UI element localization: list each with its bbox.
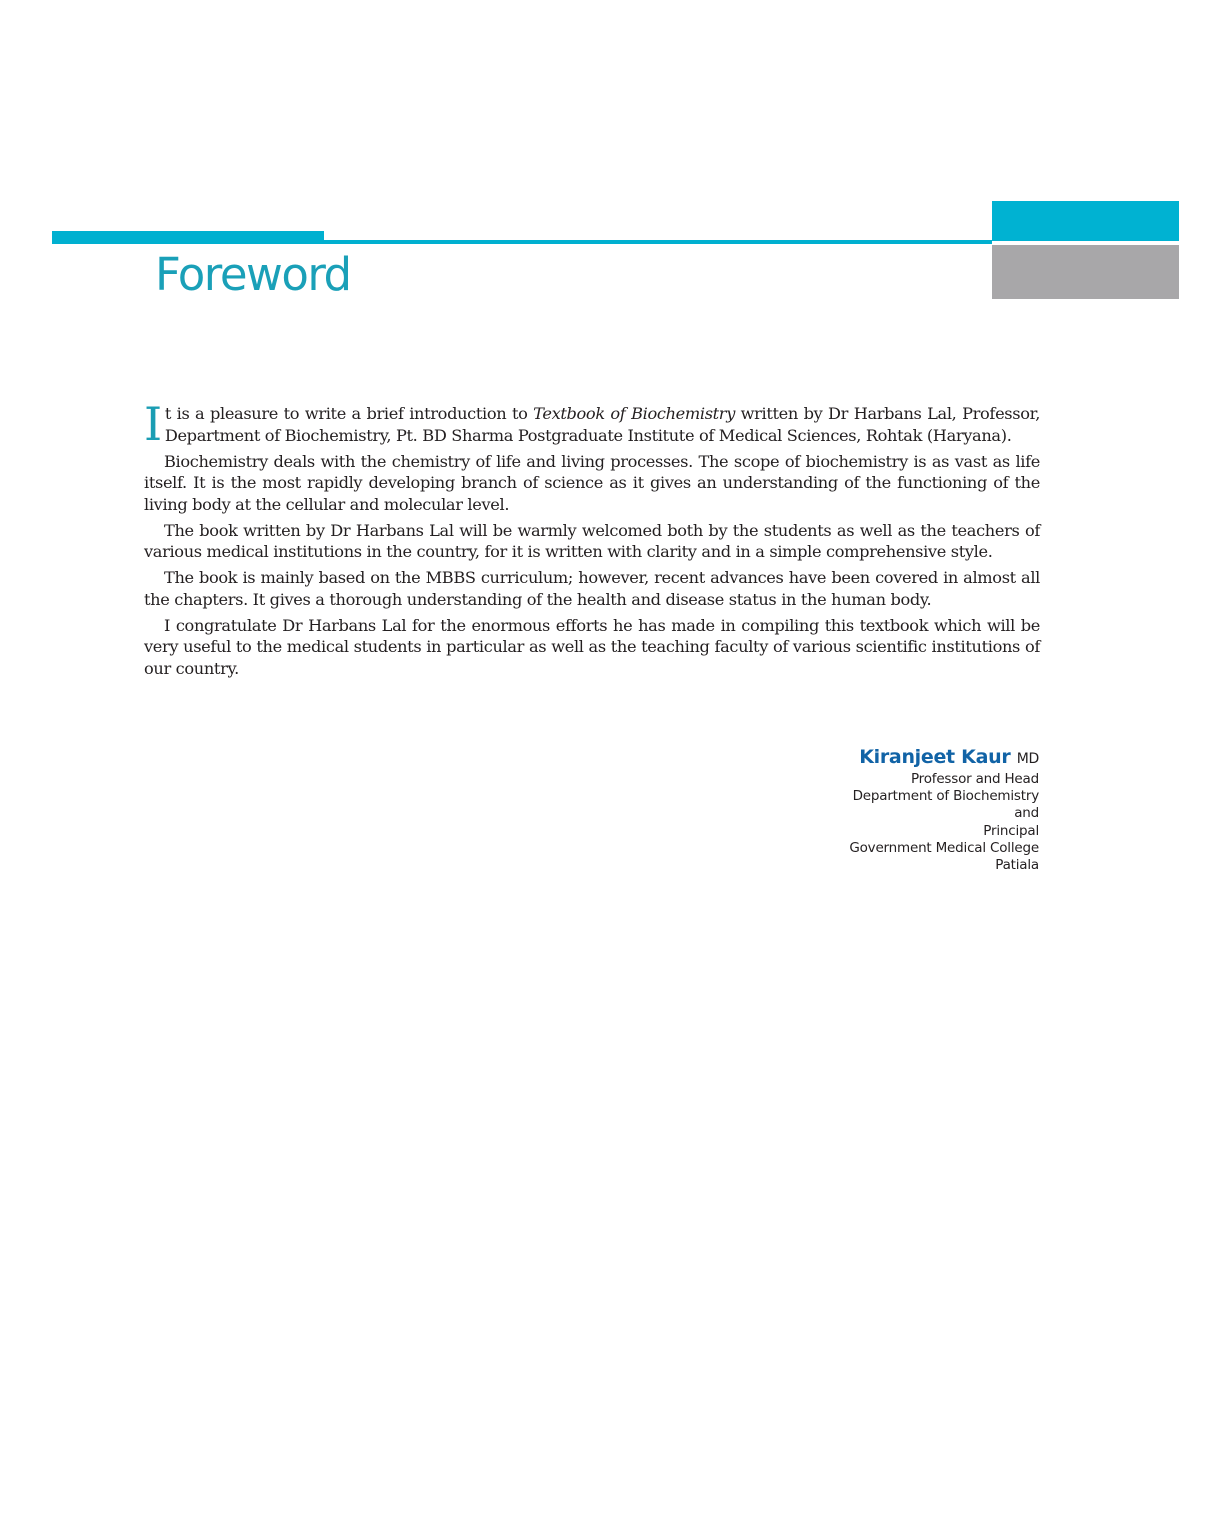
signature-line-5: Government Medical College bbox=[849, 839, 1039, 856]
paragraph-3: The book written by Dr Harbans Lal will be warmly welcomed both by the students as well as the teachers of various medical institutions in the country, for it is written with clarity and in a simple comprehensive style. bbox=[144, 520, 1040, 561]
paragraph-4: The book is mainly based on the MBBS curriculum; however, recent advances have been covered in almost all the chapters. It gives a thorough understanding of the health and disease status in the human body. bbox=[144, 568, 1040, 609]
paragraph-1-rest: written by Dr Harbans Lal, Professor, Department of Biochemistry, Pt. BD Sharma Postgraduate Institute of Medical Sciences, Rohtak (Haryana). bbox=[164, 404, 1041, 445]
signature-block bbox=[849, 745, 1039, 874]
signatory-name: Kiranjeet Kaur bbox=[859, 746, 1011, 768]
book-title: Textbook of Biochemistry bbox=[533, 404, 735, 423]
foreword-body bbox=[144, 397, 1041, 684]
signature-line-1: Professor and Head bbox=[910, 771, 1039, 787]
signature-line-6: Patiala bbox=[995, 857, 1039, 874]
signatory-degree: MD bbox=[1016, 751, 1039, 767]
signature-line-3: and bbox=[1014, 805, 1039, 822]
paragraph-1-lead: t is a pleasure to write a brief introduction to bbox=[164, 404, 534, 423]
corner-gray-block bbox=[992, 245, 1179, 299]
signature-line-4: Principal bbox=[983, 822, 1039, 839]
page-title: Foreword bbox=[155, 248, 351, 301]
paragraph-2: Biochemistry deals with the chemistry of life and living processes. The scope of biochemistry is as vast as life itself. It is the most rapidly developing branch of science as it gives an understanding of the functioning of the living body at the cellular and molecular level. bbox=[144, 451, 1040, 514]
signature-name-line bbox=[849, 745, 1039, 771]
paragraph-5: I congratulate Dr Harbans Lal for the enormous efforts he has made in compiling this textbook which will be very useful to the medical students in particular as well as the teaching faculty of various scientific institutions of our country. bbox=[144, 615, 1040, 678]
corner-cyan-block bbox=[992, 201, 1179, 241]
header-accent-bar bbox=[52, 231, 324, 244]
signature-line-2: Department of Biochemistry bbox=[852, 788, 1039, 805]
header-rule-line bbox=[324, 240, 992, 244]
paragraph-1 bbox=[144, 397, 1041, 451]
drop-cap: I bbox=[144, 397, 162, 451]
